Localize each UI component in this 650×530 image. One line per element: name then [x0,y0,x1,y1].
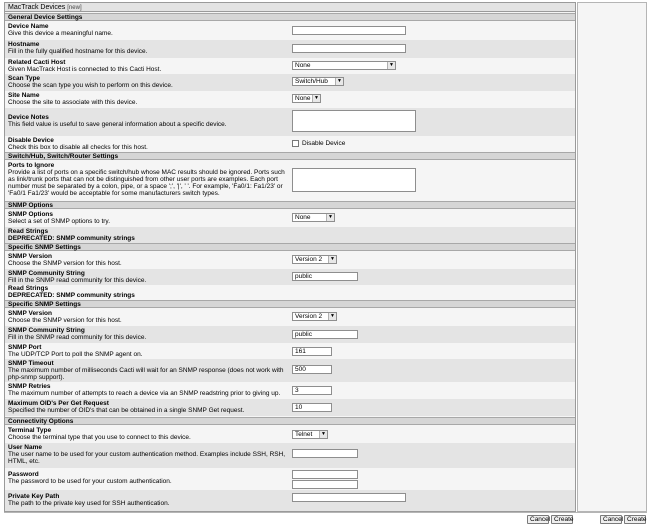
password-desc: The password to be used for your custom authentication. [8,478,172,485]
snmp-community-desc: Fill in the SNMP read community for this device. [8,334,147,341]
row-scan-type [5,74,575,91]
related-host-value: None [295,62,311,69]
section-specific-snmp-2: Specific SNMP Settings [5,300,575,308]
chevron-down-icon: ▼ [387,62,395,69]
snmp-timeout-title: SNMP Timeout [8,360,54,367]
snmp-port-title: SNMP Port [8,344,42,351]
user-name-desc: The user name to be used for your custom authentication method. Examples include SSH, RSH, HTML, etc. [8,451,286,465]
password-title: Password [8,471,39,478]
row-max-oids [5,399,575,416]
private-key-input[interactable] [292,493,406,502]
cancel-button-secondary[interactable]: Cancel [600,515,622,524]
site-name-desc: Choose the site to associate with this device. [8,99,138,106]
row-ports-ignore [5,161,575,201]
row-password [5,468,575,490]
mactrack-devices-panel [4,2,576,512]
disable-device-checkbox[interactable] [292,140,299,147]
chevron-down-icon: ▼ [328,313,336,320]
snmp-port-input[interactable]: 161 [292,347,332,356]
hostname-title: Hostname [8,41,40,48]
chevron-down-icon: ▼ [335,78,343,85]
action-bar [4,512,647,526]
snmp-community-input[interactable]: public [292,330,358,339]
hostname-desc: Fill in the fully qualified hostname for this device. [8,48,148,55]
max-oids-desc: Specified the number of OID's that can be obtained in a single SNMP Get request. [8,407,245,414]
snmp-retries-desc: The maximum number of attempts to reach a device via an SNMP readstring prior to giving up. [8,390,281,397]
password-input[interactable] [292,470,358,479]
snmp-port-desc: The UDP/TCP Port to poll the SNMP agent on. [8,351,143,358]
section-general: General Device Settings [5,13,575,21]
related-host-select[interactable] [292,61,396,70]
read-strings-title: Read Strings [8,228,49,235]
row-snmp-version-1 [5,252,575,269]
panel-title [5,3,575,12]
disable-device-desc: Check this box to disable all checks for this host. [8,144,148,151]
device-notes-desc: This field value is useful to save general information about a specific device. [8,121,227,128]
snmp-options-desc: Select a set of SNMP options to try. [8,218,111,225]
snmp-timeout-input[interactable]: 500 [292,365,332,374]
scan-type-title: Scan Type [8,75,41,82]
row-device-notes [5,108,575,136]
create-button-secondary[interactable]: Create [624,515,646,524]
ports-ignore-title: Ports to Ignore [8,162,55,169]
device-notes-textarea[interactable] [292,110,416,132]
chevron-down-icon: ▼ [319,431,327,438]
snmp-options-value: None [295,214,311,221]
section-specific-snmp-1: Specific SNMP Settings [5,243,575,251]
section-switch-hub: Switch/Hub, Switch/Router Settings [5,152,575,160]
row-snmp-timeout [5,359,575,382]
read-strings-desc: DEPRECATED: SNMP community strings [8,292,135,299]
terminal-type-select[interactable] [292,430,328,439]
device-name-desc: Give this device a meaningful name. [8,30,113,37]
terminal-type-desc: Choose the terminal type that you use to connect to this device. [8,434,191,441]
snmp-options-title: SNMP Options [8,211,54,218]
read-strings-title: Read Strings [8,285,49,292]
max-oids-input[interactable]: 10 [292,403,332,412]
snmp-community-title: SNMP Community String [8,270,85,277]
snmp-timeout-desc: The maximum number of milliseconds Cacti will wait for an SNMP response (does not work with php-snmp support). [8,367,284,381]
device-name-input[interactable] [292,26,406,35]
row-related-host [5,58,575,74]
site-name-select[interactable] [292,94,321,103]
row-snmp-community-2 [5,326,575,343]
row-user-name [5,443,575,468]
hostname-input[interactable] [292,44,406,53]
user-name-input[interactable] [292,449,358,458]
row-snmp-port [5,343,575,359]
scan-type-desc: Choose the scan type you wish to perform on this device. [8,82,173,89]
snmp-retries-input[interactable]: 3 [292,386,332,395]
row-disable-device [5,136,575,152]
row-read-strings-2 [5,285,575,299]
section-connectivity: Connectivity Options [5,417,575,425]
site-name-title: Site Name [8,92,40,99]
create-button[interactable]: Create [551,515,573,524]
snmp-version-select[interactable] [292,255,337,264]
scan-type-value: Switch/Hub [295,78,328,85]
site-name-value: None [295,95,311,102]
related-host-title: Related Cacti Host [8,59,66,66]
password-confirm-input[interactable] [292,480,358,489]
device-name-title: Device Name [8,23,49,30]
snmp-options-select[interactable] [292,213,335,222]
row-snmp-version-2 [5,309,575,326]
private-key-desc: The path to the private key used for SSH authentication. [8,500,170,507]
snmp-version-title: SNMP Version [8,310,52,317]
row-private-key [5,490,575,511]
section-snmp-options: SNMP Options [5,201,575,209]
chevron-down-icon: ▼ [312,95,320,102]
max-oids-title: Maximum OID's Per Get Request [8,400,109,407]
panel-title-text: MacTrack Devices [8,4,66,11]
snmp-version-desc: Choose the SNMP version for this host. [8,317,122,324]
ports-ignore-textarea[interactable] [292,168,416,192]
right-side-pane [577,2,647,512]
snmp-community-desc: Fill in the SNMP read community for this device. [8,277,147,284]
row-hostname [5,40,575,58]
row-terminal-type [5,426,575,443]
related-host-desc: Given MacTrack Host is connected to this Cacti Host. [8,66,162,73]
snmp-community-input[interactable]: public [292,272,358,281]
user-name-title: User Name [8,444,42,451]
disable-device-title: Disable Device [8,137,54,144]
read-strings-desc: DEPRECATED: SNMP community strings [8,235,135,242]
terminal-type-title: Terminal Type [8,427,52,434]
row-snmp-community-1 [5,269,575,285]
panel-title-tag: [new] [67,5,82,11]
device-notes-title: Device Notes [8,114,49,121]
row-read-strings-1 [5,227,575,243]
cancel-button[interactable]: Cancel [527,515,549,524]
row-snmp-options [5,210,575,227]
snmp-version-title: SNMP Version [8,253,52,260]
chevron-down-icon: ▼ [328,256,336,263]
private-key-title: Private Key Path [8,493,60,500]
snmp-version-value: Version 2 [295,313,323,320]
chevron-down-icon: ▼ [326,214,334,221]
snmp-version-value: Version 2 [295,256,323,263]
ports-ignore-desc: Provide a list of ports on a specific switch/hub whose MAC results should be ignored. Ports such as link/trunk ports that can not be distinguished from other user ports are examples. Each port number must be separated by a colon, pipe, or a space ';', '|', ' '. For example, 'Fa0/1: Fa1/23' or 'Fa0/1 Fa1/23' would be acceptable for some manufacturers switch types. [8,169,285,197]
snmp-community-title: SNMP Community String [8,327,85,334]
row-site-name [5,91,575,108]
disable-device-checkbox-label: Disable Device [302,140,346,147]
row-snmp-retries [5,382,575,399]
snmp-version-select[interactable] [292,312,337,321]
snmp-version-desc: Choose the SNMP version for this host. [8,260,122,267]
snmp-retries-title: SNMP Retries [8,383,51,390]
scan-type-select[interactable] [292,77,344,86]
row-device-name [5,22,575,40]
terminal-type-value: Telnet [295,431,313,438]
